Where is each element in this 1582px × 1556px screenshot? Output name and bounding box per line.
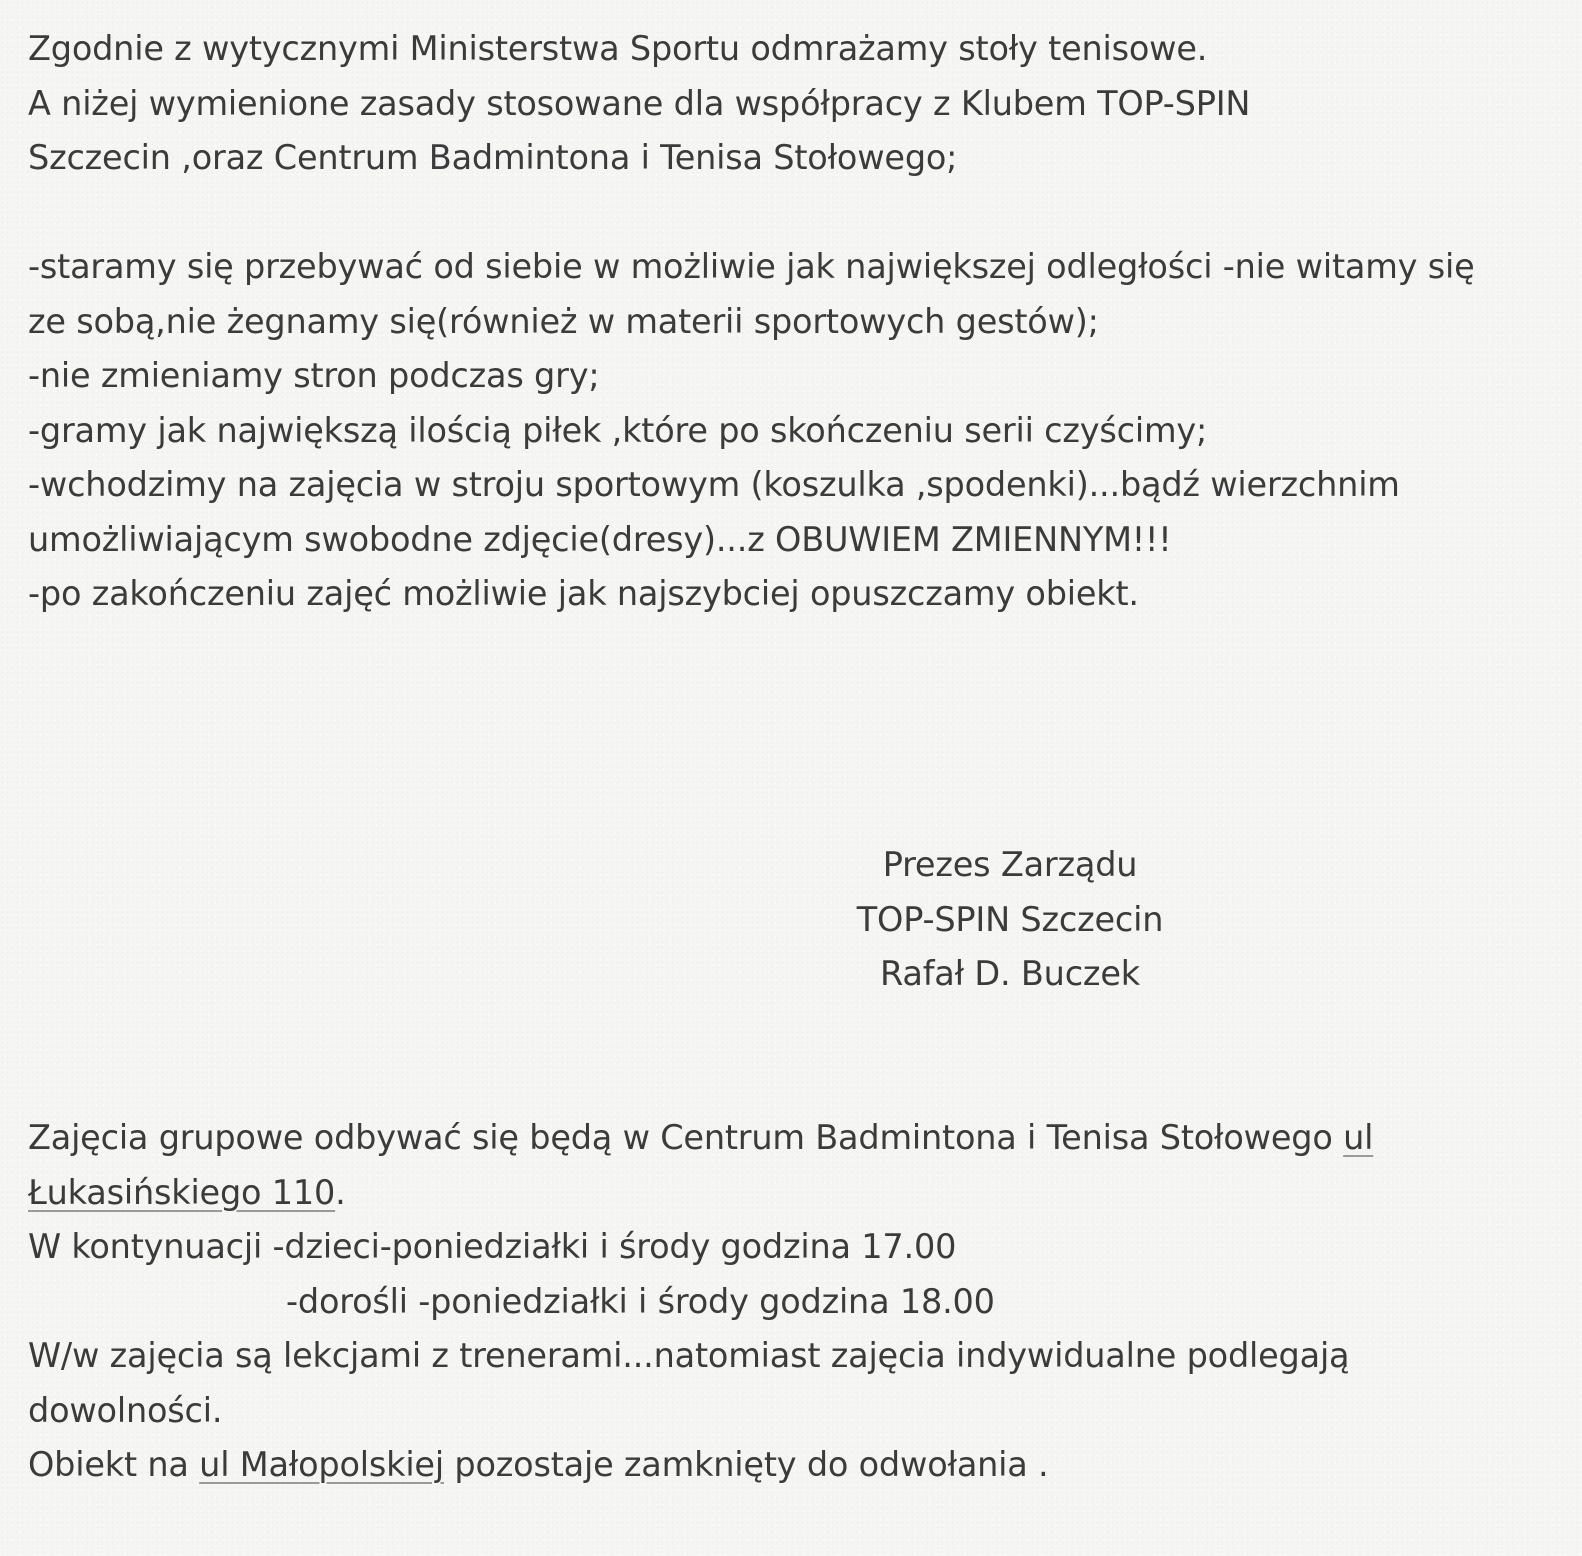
rule-line-5: -wchodzimy na zajęcia w stroju sportowym (koszulka ,spodenki)...bądź wierzchnim — [28, 465, 1400, 504]
schedule-note-line-2: dowolności. — [28, 1390, 223, 1430]
rule-line-7: -po zakończeniu zajęć możliwie jak najszybciej opuszczamy obiekt. — [28, 574, 1139, 613]
rule-line-2: ze sobą,nie żegnamy się(również w materii sportowych gestów); — [28, 301, 1099, 341]
rule-line-1: -staramy się przebywać od siebie w możliwie jak największej odległości -nie witamy się — [28, 247, 1475, 286]
rule-line-3: -nie zmieniamy stron podczas gry; — [28, 356, 600, 395]
malopolska-address-link[interactable]: ul Małopolskiej — [199, 1445, 444, 1484]
schedule-note-line-1: W/w zajęcia są lekcjami z trenerami...natomiast zajęcia indywidualne podlegają — [28, 1336, 1350, 1375]
schedule-section — [28, 1111, 1568, 1493]
address-period: . — [335, 1172, 346, 1212]
intro-line-3: Szczecin ,oraz Centrum Badmintona i Tenisa Stołowego; — [28, 138, 958, 177]
signature-name: Rafał D. Buczek — [880, 954, 1140, 993]
closure-pre: Obiekt na — [28, 1445, 200, 1484]
schedule-location-text: Zajęcia grupowe odbywać się będą w Centrum Badmintona i Tenisa Stołowego — [28, 1118, 1344, 1157]
signature-role: Prezes Zarządu — [882, 845, 1138, 884]
intro-line-1: Zgodnie z wytycznymi Ministerstwa Sportu odmrażamy stoły tenisowe. — [28, 29, 1208, 68]
intro-line-2: A niżej wymienione zasady stosowane dla współpracy z Klubem TOP-SPIN — [28, 83, 1251, 123]
schedule-line-1 — [28, 1111, 1568, 1166]
rule-line-6: umożliwiającym swobodne zdjęcie(dresy)...z OBUWIEM ZMIENNYM!!! — [28, 519, 1172, 559]
blank-line — [28, 186, 1568, 241]
schedule-line-2 — [28, 1166, 1568, 1221]
schedule-adults: -dorośli -poniedziałki i środy godzina 18.00 — [286, 1281, 995, 1321]
rule-line-4: -gramy jak największą ilością piłek ,które po skończeniu serii czyścimy; — [28, 410, 1208, 450]
signature-block — [810, 838, 1210, 1002]
address-link-part-2[interactable]: Łukasińskiego 110 — [28, 1172, 336, 1212]
schedule-children: W kontynuacji -dzieci-poniedziałki i środy godzina 17.00 — [28, 1227, 957, 1266]
schedule-closure-line — [28, 1438, 1568, 1493]
address-link-part-1[interactable]: ul — [1343, 1118, 1374, 1157]
note-body — [28, 22, 1568, 622]
signature-club: TOP-SPIN Szczecin — [856, 899, 1164, 939]
closure-post: pozostaje zamknięty do odwołania . — [443, 1445, 1049, 1484]
